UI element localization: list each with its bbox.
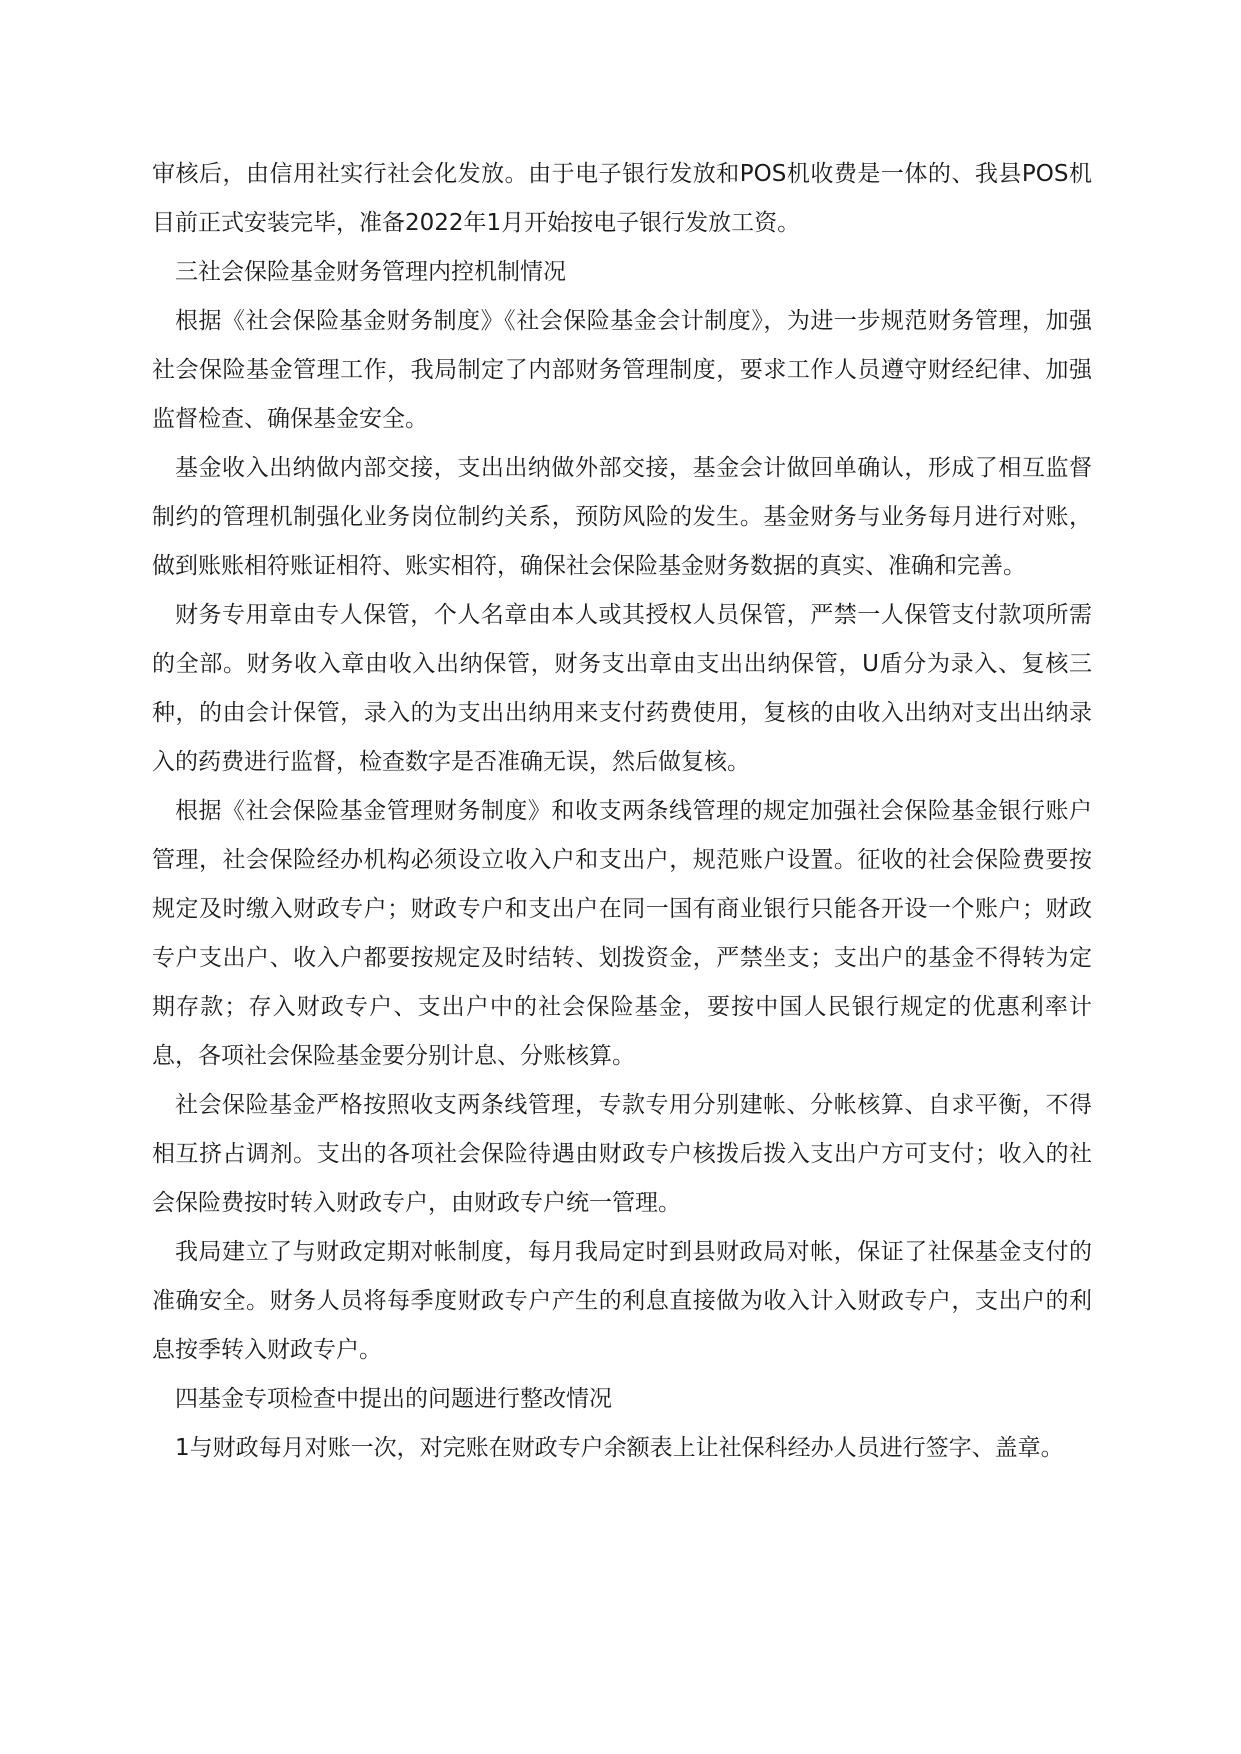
document-page (152, 150, 1092, 1473)
paragraph-payroll-distribution: 审核后，由信用社实行社会化发放。由于电子银行发放和POS机收费是一体的、我县POS机目前正式安装完毕，准备2022年1月开始按电子银行发放工资。 (152, 161, 1092, 236)
paragraph-cashier-handover: 基金收入出纳做内部交接，支出出纳做外部交接，基金会计做回单确认，形成了相互监督制约的管理机制强化业务岗位制约关系，预防风险的发生。基金财务与业务每月进行对账，做到账账相符账证相符、账实相符，确保社会保险基金财务数据的真实、准确和完善。 (152, 455, 1092, 579)
paragraph-two-line-management: 社会保险基金严格按照收支两条线管理，专款专用分别建帐、分帐核算、自求平衡，不得相互挤占调剂。支出的各项社会保险待遇由财政专户核拨后拨入支出户方可支付；收入的社会保险费按时转入财政专户，由财政专户统一管理。 (152, 1092, 1092, 1216)
paragraph-monthly-check: 1与财政每月对账一次，对完账在财政专户余额表上让社保科经办人员进行签字、盖章。 (175, 1435, 1064, 1461)
section-heading-rectification: 四基金专项检查中提出的问题进行整改情况 (175, 1386, 612, 1412)
section-heading-internal-control: 三社会保险基金财务管理内控机制情况 (175, 259, 566, 285)
paragraph-bank-accounts: 根据《社会保险基金管理财务制度》和收支两条线管理的规定加强社会保险基金银行账户管理，社会保险经办机构必须设立收入户和支出户，规范账户设置。征收的社会保险费要按规定及时缴入财政专户；财政专户和支出户在同一国有商业银行只能各开设一个账户；财政专户支出户、收入户都要按规定及时结转、划拨资金，严禁坐支；支出户的基金不得转为定期存款；存入财政专户、支出户中的社会保险基金，要按中国人民银行规定的优惠利率计息，各项社会保险基金要分别计息、分账核算。 (152, 798, 1092, 1069)
paragraph-financial-regulations: 根据《社会保险基金财务制度》《社会保险基金会计制度》，为进一步规范财务管理，加强社会保险基金管理工作，我局制定了内部财务管理制度，要求工作人员遵守财经纪律、加强监督检查、确保基金安全。 (152, 308, 1092, 432)
paragraph-seal-custody: 财务专用章由专人保管，个人名章由本人或其授权人员保管，严禁一人保管支付款项所需的全部。财务收入章由收入出纳保管，财务支出章由支出出纳保管，U盾分为录入、复核三种，的由会计保管，录入的为支出出纳用来支付药费使用，复核的由收入出纳对支出出纳录入的药费进行监督，检查数字是否准确无误，然后做复核。 (152, 602, 1092, 775)
paragraph-reconciliation: 我局建立了与财政定期对帐制度，每月我局定时到县财政局对帐，保证了社保基金支付的准确安全。财务人员将每季度财政专户产生的利息直接做为收入计入财政专户，支出户的利息按季转入财政专户。 (152, 1239, 1092, 1363)
